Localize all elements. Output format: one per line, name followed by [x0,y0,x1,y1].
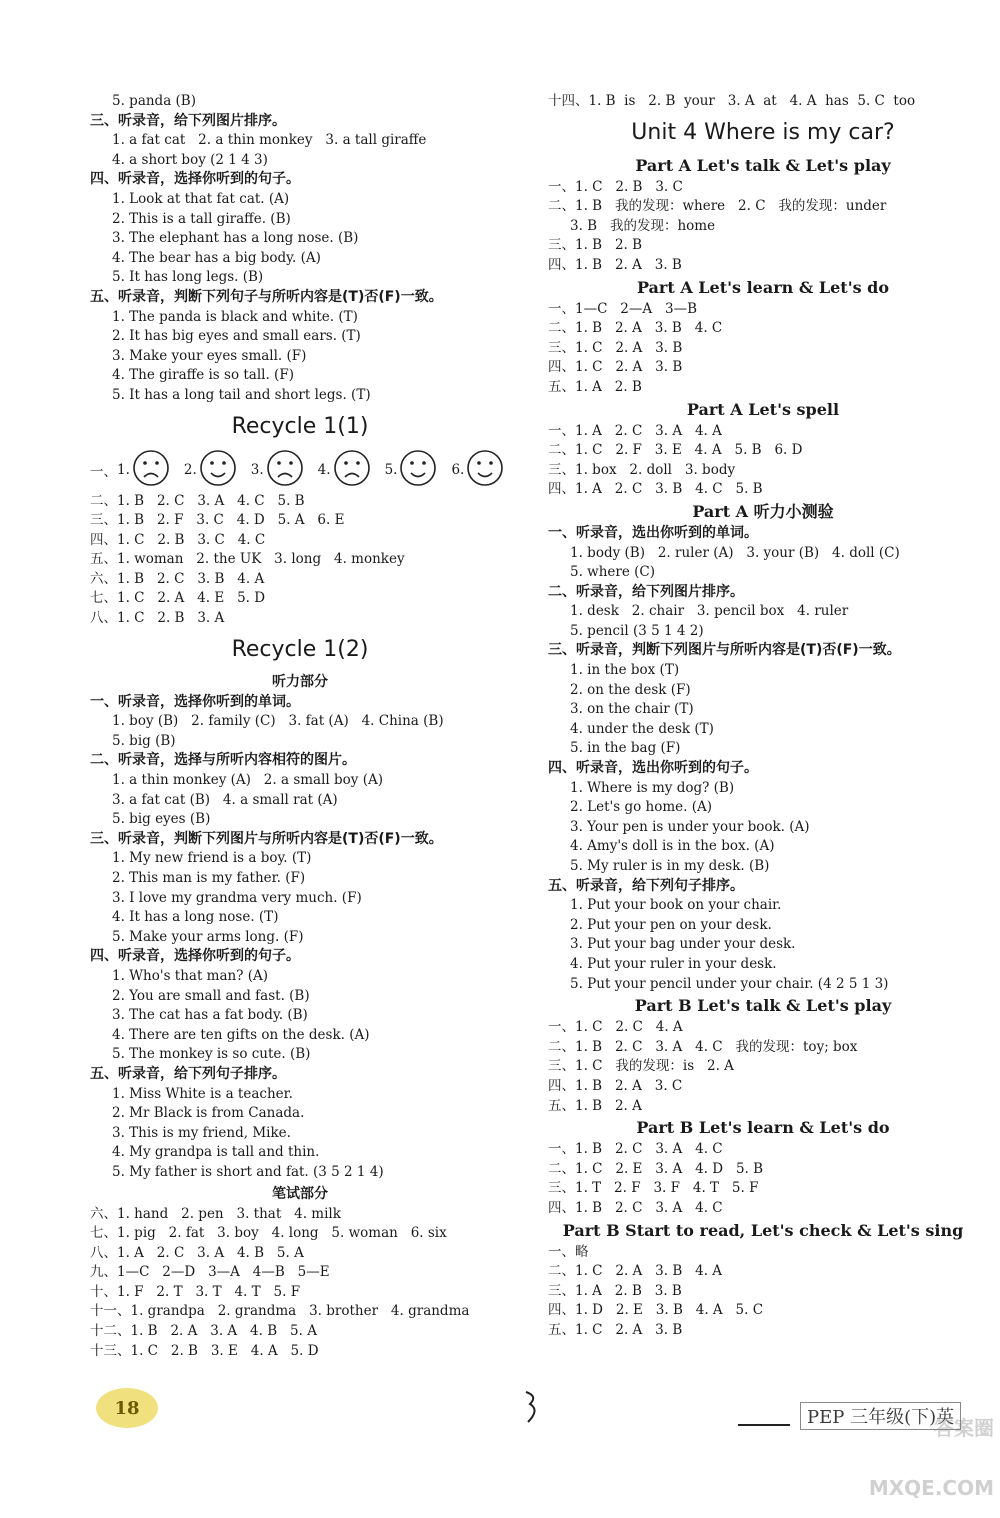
answer-line: 4. Put your ruler in your desk. [570,955,777,972]
answer-line: 三、1. B 2. B [548,237,643,254]
answer-line: 3. Your pen is under your book. (A) [570,818,810,835]
answer-line: 5. It has a long tail and short legs. (T) [112,386,371,403]
answer-line: 三、1. box 2. doll 3. body [548,461,736,478]
section-heading: 一、听录音，选出你听到的单词。 [548,524,758,541]
section-heading: 四、听录音，选择你听到的句子。 [90,171,300,188]
answer-line: 十四、1. B is 2. B your 3. A at 4. A has 5. C too [548,93,916,109]
part-heading: Part A 听力小测验 [692,501,834,521]
page-number: 18 [96,1388,158,1428]
answer-line: 十二、1. B 2. A 3. A 4. B 5. A [90,1323,317,1340]
answer-line: 五、1. B 2. A [548,1097,642,1114]
sub-heading: 笔试部分 [272,1185,328,1202]
answer-line: 3. The cat has a fat body. (B) [112,1007,308,1024]
answer-line: 2. This is a tall giraffe. (B) [112,210,291,227]
answer-line: 四、1. A 2. C 3. B 4. C 5. B [548,481,763,498]
answer-line: 九、1—C 2—D 3—A 4—B 5—E [90,1264,330,1281]
answer-line: 二、1. B 2. C 3. A 4. C 5. B [90,492,305,509]
happy-face-icon [197,449,237,491]
answer-line: 5. where (C) [570,564,656,581]
section-heading: 五、听录音，给下列句子排序。 [548,877,744,894]
answer-line: 3. on the chair (T) [570,701,694,718]
answer-line: 三、1. C 2. A 3. B [548,339,683,356]
answer-line: 八、1. A 2. C 3. A 4. B 5. A [90,1244,304,1261]
answer-line: 1. a thin monkey (A) 2. a small boy (A) [112,772,383,789]
answer-line: 5. My father is short and fat. (3 5 2 1 4) [112,1163,384,1180]
answer-line: 5. big (B) [112,732,176,749]
answer-line: 2. It has big eyes and small ears. (T) [112,328,361,345]
answer-line: 五、1. C 2. A 3. B [548,1321,683,1338]
answer-line: 一、略 [548,1243,589,1260]
face-number: 2. [183,461,197,478]
answer-line: 一、1. B 2. C 3. A 4. C [548,1141,723,1158]
answer-line: 5. pencil (3 5 1 4 2) [570,622,704,639]
answer-line: 4. The giraffe is so tall. (F) [112,367,294,384]
face-item [318,449,371,491]
answer-line: 1. Who's that man? (A) [112,967,269,984]
answer-line: 七、1. C 2. A 4. E 5. D [90,590,266,607]
faces-answer-row [90,448,510,492]
answer-line: 六、1. B 2. C 3. B 4. A [90,570,265,587]
face-item [184,449,237,491]
section-heading: 三、听录音，判断下列图片与所听内容是(T)否(F)一致。 [90,830,443,847]
answer-line: 一、1. A 2. C 3. A 4. A [548,422,722,439]
footer-rule [738,1424,790,1426]
answer-line: 十、1. F 2. T 3. T 4. T 5. F [90,1283,301,1300]
watermark: 答案圈 MXQE.COM [868,1416,994,1500]
answer-line: 1. Look at that fat cat. (A) [112,190,290,207]
answer-line: 四、1. C 2. A 3. B [548,359,683,376]
answer-line: 3. The elephant has a long nose. (B) [112,230,359,247]
answer-line: 1. boy (B) 2. family (C) 3. fat (A) 4. China (B) [112,713,444,730]
pen-mark-icon [522,1388,546,1428]
sad-face-icon [264,449,304,491]
face-number: 4. [317,461,331,478]
answer-line: 3. a fat cat (B) 4. a small rat (A) [112,791,338,808]
grade-tag: PEP 三年级(下)英 [800,1402,961,1430]
part-heading: Part A Let's talk & Let's play [635,155,891,175]
answer-line: 四、1. B 2. C 3. A 4. C [548,1199,723,1216]
section-heading: 二、听录音，给下列图片排序。 [548,583,744,600]
happy-face-icon [397,449,437,491]
section-heading: 二、听录音，选择与所听内容相符的图片。 [90,752,356,769]
answer-line: 十一、1. grandpa 2. grandma 3. brother 4. grandma [90,1303,470,1320]
answer-line: 2. on the desk (F) [570,681,691,698]
answer-line: 八、1. C 2. B 3. A [90,610,225,627]
unit-title: Unit 4 Where is my car? [631,119,895,145]
answer-line: 4. It has a long nose. (T) [112,909,279,926]
answer-line: 5. panda (B) [112,93,196,109]
part-heading: Part B Let's learn & Let's do [636,1118,890,1138]
answer-line: 一、1. C 2. C 4. A [548,1019,683,1036]
answer-line: 1. Where is my dog? (B) [570,779,735,796]
answer-line: 5. My ruler is in my desk. (B) [570,858,770,874]
answer-line: 四、1. B 2. A 3. B [548,256,682,273]
answer-line: 二、1. C 2. F 3. E 4. A 5. B 6. D [548,442,803,459]
answer-line: 二、1. B 2. A 3. B 4. C [548,320,723,337]
happy-face-icon [464,449,504,491]
answer-line: 二、1. C 2. A 3. B 4. A [548,1263,723,1280]
face-number: 3. [250,461,264,478]
answer-line: 1. a fat cat 2. a thin monkey 3. a tall giraffe [112,132,427,149]
answer-line: 四、1. B 2. A 3. C [548,1077,683,1094]
answer-line: 二、1. C 2. E 3. A 4. D 5. B [548,1160,764,1177]
face-number: 6. [451,461,465,478]
answer-line: 5. in the bag (F) [570,740,681,757]
answer-line: 4. Amy's doll is in the box. (A) [570,838,775,855]
answer-line: 3. B 我的发现：home [570,217,716,234]
answer-line: 1. desk 2. chair 3. pencil box 4. ruler [570,603,849,620]
part-heading: Part B Let's talk & Let's play [634,996,892,1016]
answer-line: 1. body (B) 2. ruler (A) 3. your (B) 4. doll (C) [570,544,900,561]
answer-line: 1. My new friend is a boy. (T) [112,850,312,867]
answer-line: 5. big eyes (B) [112,811,211,828]
section-heading: 五、听录音，判断下列句子与所听内容是(T)否(F)一致。 [90,288,443,305]
answer-line: 1. Put your book on your chair. [570,897,782,914]
part-heading: Part B Start to read, Let's check & Let's sing [562,1220,964,1240]
face-item [117,449,170,491]
answer-line: 3. Put your bag under your desk. [570,936,796,953]
answer-line: 1. The panda is black and white. (T) [112,308,358,325]
part-heading: Part A Let's spell [686,399,840,419]
answer-line: 五、1. woman 2. the UK 3. long 4. monkey [90,551,405,568]
answer-line: 2. Mr Black is from Canada. [112,1105,305,1122]
section-heading: 三、听录音，给下列图片排序。 [90,112,286,129]
answer-line: 一、1—C 2—A 3—B [548,300,698,317]
answer-line: 2. You are small and fast. (B) [112,987,310,1004]
face-number: 5. [384,461,398,478]
answer-line: 五、1. A 2. B [548,378,642,395]
answer-line: 1. in the box (T) [570,662,680,679]
answer-line: 5. The monkey is so cute. (B) [112,1046,311,1063]
answer-line: 2. This man is my father. (F) [112,870,306,886]
unit-title: Recycle 1(2) [231,636,369,662]
sad-face-icon [331,449,371,491]
sad-face-icon [130,449,170,491]
section-heading: 三、听录音，判断下列图片与所听内容是(T)否(F)一致。 [548,642,901,659]
answer-line: 一、1. C 2. B 3. C [548,178,683,195]
right-column [548,92,978,1340]
answer-line: 5. Put your pencil under your chair. (4 2 5 1 3) [570,975,889,992]
answer-line: 2. Put your pen on your desk. [570,916,772,933]
answer-line: 三、1. A 2. B 3. B [548,1282,682,1299]
answer-line: 二、1. B 2. C 3. A 4. C 我的发现：toy; box [548,1038,858,1055]
answer-line: 5. Make your arms long. (F) [112,928,304,945]
answer-line: 四、1. C 2. B 3. C 4. C [90,531,266,548]
answer-line: 3. Make your eyes small. (F) [112,347,307,364]
sub-heading: 听力部分 [272,673,328,690]
section-heading: 五、听录音，给下列句子排序。 [90,1065,286,1082]
section-heading: 四、听录音，选出你听到的句子。 [548,760,758,777]
answer-line: 三、1. C 我的发现：is 2. A [548,1058,734,1075]
section-heading: 一、听录音，选择你听到的单词。 [90,693,300,710]
face-item [385,449,438,491]
answer-line: 三、1. T 2. F 3. F 4. T 5. F [548,1180,759,1197]
faces-prefix: 一、 [90,463,117,480]
answer-line: 七、1. pig 2. fat 3. boy 4. long 5. woman 6. six [90,1225,447,1242]
answer-line: 4. under the desk (T) [570,720,714,737]
answer-line: 4. There are ten gifts on the desk. (A) [112,1026,370,1043]
answer-line: 四、1. D 2. E 3. B 4. A 5. C [548,1302,764,1319]
answer-line: 十三、1. C 2. B 3. E 4. A 5. D [90,1342,319,1359]
face-number: 1. [117,461,130,478]
answer-line: 4. The bear has a big body. (A) [112,249,321,266]
answer-line: 4. a short boy (2 1 4 3) [112,151,268,168]
answer-line: 4. My grandpa is tall and thin. [112,1144,320,1161]
answer-line: 2. Let's go home. (A) [570,799,713,816]
face-item [451,449,504,491]
answer-line: 六、1. hand 2. pen 3. that 4. milk [90,1205,341,1222]
left-column [90,92,510,1361]
unit-title: Recycle 1(1) [231,413,369,439]
answer-line: 3. This is my friend, Mike. [112,1124,291,1141]
section-heading: 四、听录音，选择你听到的句子。 [90,948,300,965]
answer-line: 三、1. B 2. F 3. C 4. D 5. A 6. E [90,512,345,529]
answer-line: 二、1. B 我的发现：where 2. C 我的发现：under [548,198,887,215]
answer-line: 5. It has long legs. (B) [112,269,264,286]
face-item [251,449,304,491]
answer-line: 1. Miss White is a teacher. [112,1085,293,1102]
answer-line: 3. I love my grandma very much. (F) [112,889,362,906]
part-heading: Part A Let's learn & Let's do [636,277,890,297]
